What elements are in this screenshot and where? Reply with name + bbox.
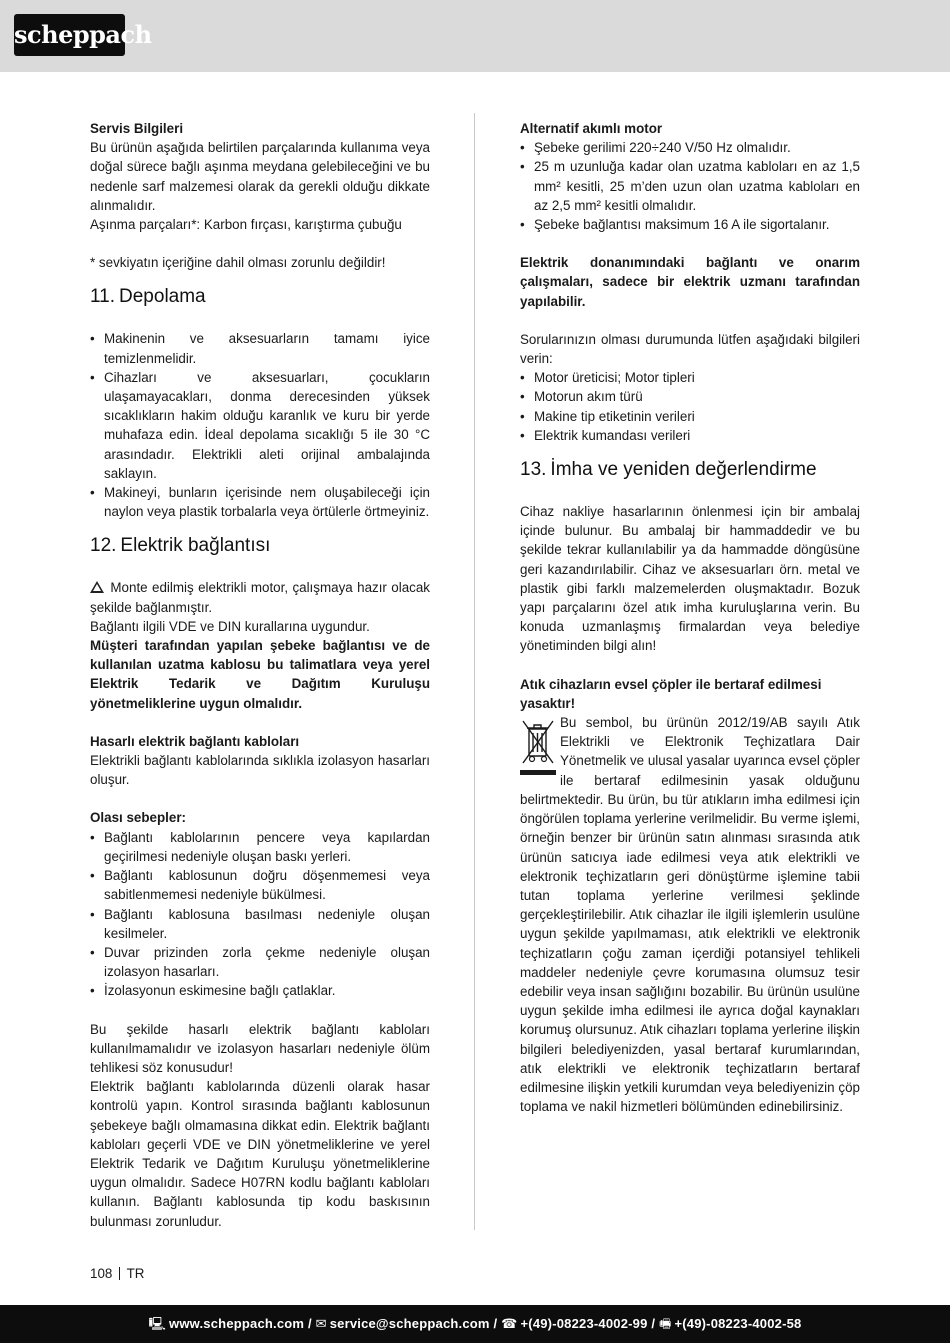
electrician-notice: Elektrik donanımındaki bağlantı ve onarım çalışmaları, sadece bir elektrik uzmanı tarafından yapılabilir. [520,255,860,309]
section-11-heading [90,284,430,310]
cables-check-text: Elektrik bağlantı kablolarında düzenli olarak hasar kontrolü yapın. Kontrol sırasında bağlantı kablosunun şebekeye bağlı olmamasına dikkat edin. Elektrik bağlantı kabloları geçerli VDE ve DIN yönetmeliklerine ve yerel Elektrik Tedarik ve Dağıtım Kuruluşu yönetmeliklerine uygun olmalıdır. Sadece H07RN kodlu bağlantı kabloları kullanın. Bağlantı kablosunda tip kodu baskısının bulunması zorunludur. [90,1079,430,1229]
list-item: • Makine tip etiketinin verileri [520,407,860,426]
service-text: Bu ürünün aşağıda belirtilen parçalarında kullanıma veya doğal sürece bağlı aşınma meydana gelebileceğini ve bu nedenle sarf malzemesi olarak da gerekli olduğu dikkate alınmalıdır. [90,140,430,213]
section-13-heading [520,457,860,483]
footnote: * sevkiyatın içeriğine dahil olması zorunlu değildir! [90,255,386,271]
crossed-bin-icon [520,717,556,779]
list-item: • Bağlantı kablosuna basılması nedeniyle oluşan kesilmeler. [90,905,430,943]
weee-title: Atık cihazların evsel çöpler ile bertaraf edilmesi yasaktır! [520,676,822,711]
list-item: • Motor üreticisi; Motor tipleri [520,368,860,387]
list-item: • Makineyi, bunların içerisinde nem oluşabileceği için naylon veya plastik torbalarla veya örtülerle örtmeyiniz. [90,483,430,521]
left-column [90,119,430,1231]
causes-list [90,828,430,1001]
damaged-cables-title: Hasarlı elektrik bağlantı kabloları [90,733,300,749]
connection-bold-text: Müşteri tarafından yapılan şebeke bağlantısı ve de kullanılan uzatma kablosu bu talimatlara veya yerel Elektrik Tedarik ve Dağıtım Kuruluşu yönetmeliklerine uygun olmalıdır. [90,638,430,711]
section-title: Depolama [119,286,206,308]
list-item: • Cihazları ve aksesuarları, çocukların ulaşamayacakları, donma derecesinden yüksek sıcaklıkların hakim olduğu karanlık ve kuru bir yerde muhafaza edin. İdeal depolama sıcaklığı 5 ile 30 °C arasındadır. Elektrikli aleti orijinal ambalajında saklayın. [90,368,430,483]
list-item: • Motorun akım türü [520,387,860,406]
warning-text: Monte edilmiş elektrikli motor, çalışmaya hazır olacak şekilde bağlanmıştır. [90,580,430,615]
list-item: • Şebeke bağlantısı maksimum 16 A ile sigortalanır. [520,215,860,234]
section-title: İmha ve yeniden değerlendirme [550,459,817,481]
list-item: • Bağlantı kablosunun doğru döşenmemesi veya sabitlenmemesi nedeniyle bükülmesi. [90,866,430,904]
page-number: 108 TR [90,1266,145,1281]
header-band [0,0,950,72]
fax-icon: 🖷 [658,1316,672,1331]
monitor-icon: 🖳 [148,1316,167,1331]
list-item: • Duvar prizinden zorla çekme nedeniyle oluşan izolasyon hasarları. [90,943,430,981]
warning-paragraph [90,578,430,616]
vde-text: Bağlantı ilgili VDE ve DIN kurallarına uygundur. [90,618,370,634]
mail-icon: ✉ [315,1316,327,1331]
fax-number: +(49)-08223-4002-58 [674,1316,802,1331]
questions-text: Sorularınızın olması durumunda lütfen aşağıdaki bilgileri verin: [520,331,860,367]
ac-motor-list [520,138,860,234]
weee-block [520,713,860,1116]
phone-number: +(49)-08223-4002-99 [520,1316,648,1331]
list-item: • Makinenin ve aksesuarların tamamı iyice temizlenmelidir. [90,329,430,367]
questions-list [520,368,860,445]
list-item: • Bağlantı kablolarının pencere veya kapılardan geçirilmesi nedeniyle oluşan baskı yerleri. [90,828,430,866]
right-column [520,119,860,1116]
section-number: 12. [90,535,117,557]
email-link[interactable]: service@scheppach.com [329,1316,490,1331]
weee-text: Bu sembol, bu ürünün 2012/19/AB sayılı Atık Elektrikli ve Elektronik Teçhizatlara Dair Yönetmelik ve ulusal yasalar uyarınca evsel çöpler ile bertaraf edilmesinin yasak olduğunu belirtmektedir. Bu ürün, bu tür atıkların imha edilmesi için öngörülen toplama yerlerine verilmelidir. Bu verme işlemi, örneğin benzer bir ürünün satın alınması sırasında atık ürünün satıcıya iade edilmesi veya atık elektrikli ve elektronik teçhizatların geri dönüştürme işlemine tabii tutan toplama yerlerine verilmesi şeklinde gerçekleştirilebilir. Atık cihazlar ile ilgili işlemlerin usulüne uygun şekilde yapılmaması, atık elektrikli ve elektronik teçhizatların çoğu zaman içerdiği potansiyel tehlikeli maddeler nedeniyle çevre korumasına olumsuz tesir edebilir veya insan sağlığını bozabilir. Bu ürünün usulüne uygun şekilde imha edilmesi ile ayrıca doğal kaynakları korumuş olursunuz. Atık cihazları toplama yerlerine ilişkin bilgileri belediyenizden, yasal bertaraf kurumlarından, atık elektrikli ve elektronik teçhizatların bertaraf edilmesine ilişkin yetkili kurumdan veya belediyenizin çöp toplama ve nakil hizmetleri bölümünden edinebilirsiniz. [520,715,860,1115]
disposal-text: Cihaz nakliye hasarlarının önlenmesi için bir ambalaj içinde bulunur. Bu ambalaj bir hammaddedir ve bu şekilde tekrar kullanılabilir ya da hammadde döngüsüne geri kazandırılabilir. Cihaz ve aksesuarları örn. metal ve plastik gibi farklı malzemelerden oluşmaktadır. Bozuk yapı parçalarını özel atık imha kuruluşlarına verin. Bu konuda uzmanlaşmış firmalardan veya belediye yönetiminden bilgi alın! [520,504,860,654]
column-divider [474,113,475,1230]
causes-title: Olası sebepler: [90,810,187,826]
storage-list [90,329,430,521]
website-link[interactable]: www.scheppach.com [169,1316,305,1331]
section-number: 13. [520,459,547,481]
wear-parts: Aşınma parçaları*: Karbon fırçası, karıştırma çubuğu [90,217,402,233]
damaged-cables-text: Elektrikli bağlantı kablolarında sıklıkla izolasyon hasarları oluşur. [90,753,430,788]
section-title: Elektrik bağlantısı [120,535,271,557]
phone-icon: ☎ [501,1316,518,1331]
section-12-heading [90,533,430,559]
list-item: • Elektrik kumandası verileri [520,426,860,445]
warning-icon [90,581,104,593]
cables-warning-text: Bu şekilde hasarlı elektrik bağlantı kabloları kullanılmamalıdır ve izolasyon hasarları nedeniyle ölüm tehlikesi söz konusudur! [90,1021,430,1075]
service-title: Servis Bilgileri [90,121,184,136]
ac-motor-title: Alternatif akımlı motor [520,121,663,136]
list-item: • Şebeke gerilimi 220÷240 V/50 Hz olmalıdır. [520,138,860,157]
footer-band: 🖳 www.scheppach.com / ✉ service@scheppach.com / ☎ +(49)-08223-4002-99 / 🖷 +(49)-08223-4002-58 [0,1305,950,1343]
section-number: 11. [90,286,116,308]
scheppach-logo: scheppach [14,14,125,56]
list-item: • 25 m uzunluğa kadar olan uzatma kabloları en az 1,5 mm² kesitli, 25 m’den uzun olan uzatma kabloları en az 2,5 mm² kesitli olmalıdır. [520,157,860,215]
list-item: • İzolasyonun eskimesine bağlı çatlaklar. [90,981,430,1000]
